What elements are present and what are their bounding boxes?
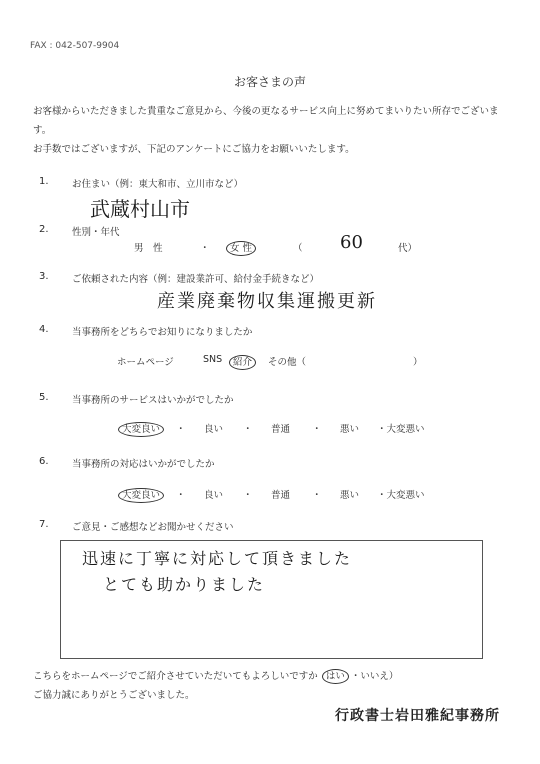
separator-dot: ・ [200, 243, 210, 254]
question-1-answer: 武蔵村山市 [90, 197, 190, 221]
q6-dot-2: ・ [243, 490, 253, 501]
question-7-number: 7. [39, 519, 49, 530]
age-answer: 60 [340, 232, 363, 253]
consent-no: いいえ） [360, 671, 399, 682]
q6-option-very-good-circled: 大変良い [118, 488, 164, 503]
question-1-number: 1. [39, 176, 49, 187]
question-2-number: 2. [39, 224, 49, 235]
question-7-text: ご意見・ご感想などお聞かせください [72, 522, 234, 533]
age-paren-close: 代） [398, 243, 418, 254]
option-other: その他（ [268, 357, 307, 368]
question-4-text: 当事務所をどちらでお知りになりましたか [72, 327, 253, 338]
consent-yes-circled: はい [322, 669, 349, 684]
option-male: 男 性 [134, 243, 163, 254]
q6-dot-1: ・ [176, 490, 186, 501]
question-3-number: 3. [39, 271, 49, 282]
option-female-circled: 女 性 [226, 241, 256, 256]
thanks-message: ご協力誠にありがとうございました。 [33, 690, 195, 701]
q5-option-average: 普通 [271, 424, 291, 435]
q5-option-bad: 悪い [340, 424, 360, 435]
q5-option-very-good-circled: 大変良い [118, 422, 164, 437]
consent-question [33, 668, 398, 682]
q6-option-average: 普通 [271, 490, 291, 501]
comment-line-1: 迅速に丁寧に対応して頂きました [82, 549, 353, 568]
page-title: お客さまの声 [233, 75, 306, 89]
q5-dot-3: ・ [312, 424, 322, 435]
question-1-text: お住まい（例：東大和市、立川市など） [72, 179, 244, 190]
option-sns: SNS [203, 354, 223, 365]
question-2-text: 性別・年代 [72, 227, 120, 238]
q5-dot-1: ・ [176, 424, 186, 435]
option-referral-circled: 紹介 [229, 355, 256, 370]
q6-option-very-bad: ・大変悪い [377, 490, 425, 501]
question-6-number: 6. [39, 456, 49, 467]
question-4-number: 4. [39, 324, 49, 335]
question-5-text: 当事務所のサービスはいかがでしたか [72, 395, 234, 406]
q5-option-good: 良い [204, 424, 224, 435]
age-paren-open: （ [293, 243, 303, 254]
question-5-number: 5. [39, 392, 49, 403]
intro-line-2: す。 [33, 125, 52, 136]
consent-text: こちらをホームページでご紹介させていただいてもよろしいですか [33, 671, 318, 682]
question-3-answer: 産業廃棄物収集運搬更新 [157, 291, 377, 312]
q5-option-very-bad: ・大変悪い [377, 424, 425, 435]
question-3-text: ご依頼された内容（例：建設業許可、給付金手続きなど） [72, 274, 320, 285]
intro-line-1: お客様からいただきました貴重なご意見から、今後の更なるサービス向上に努めてまいりたい所存でございま [33, 106, 499, 117]
intro-line-3: お手数ではございますが、下記のアンケートにご協力をお願いいたします。 [33, 144, 355, 155]
q6-option-bad: 悪い [340, 490, 360, 501]
comment-line-2: とても助かりました [103, 575, 266, 594]
option-homepage: ホームページ [117, 357, 174, 368]
office-name: 行政書士岩田雅紀事務所 [335, 708, 500, 724]
q5-dot-2: ・ [243, 424, 253, 435]
q6-dot-3: ・ [312, 490, 322, 501]
q6-option-good: 良い [204, 490, 224, 501]
question-6-text: 当事務所の対応はいかがでしたか [72, 459, 215, 470]
option-other-close: ） [413, 357, 423, 368]
fax-number: FAX : 042-507-9904 [30, 41, 120, 51]
consent-separator: ・ [350, 671, 361, 682]
